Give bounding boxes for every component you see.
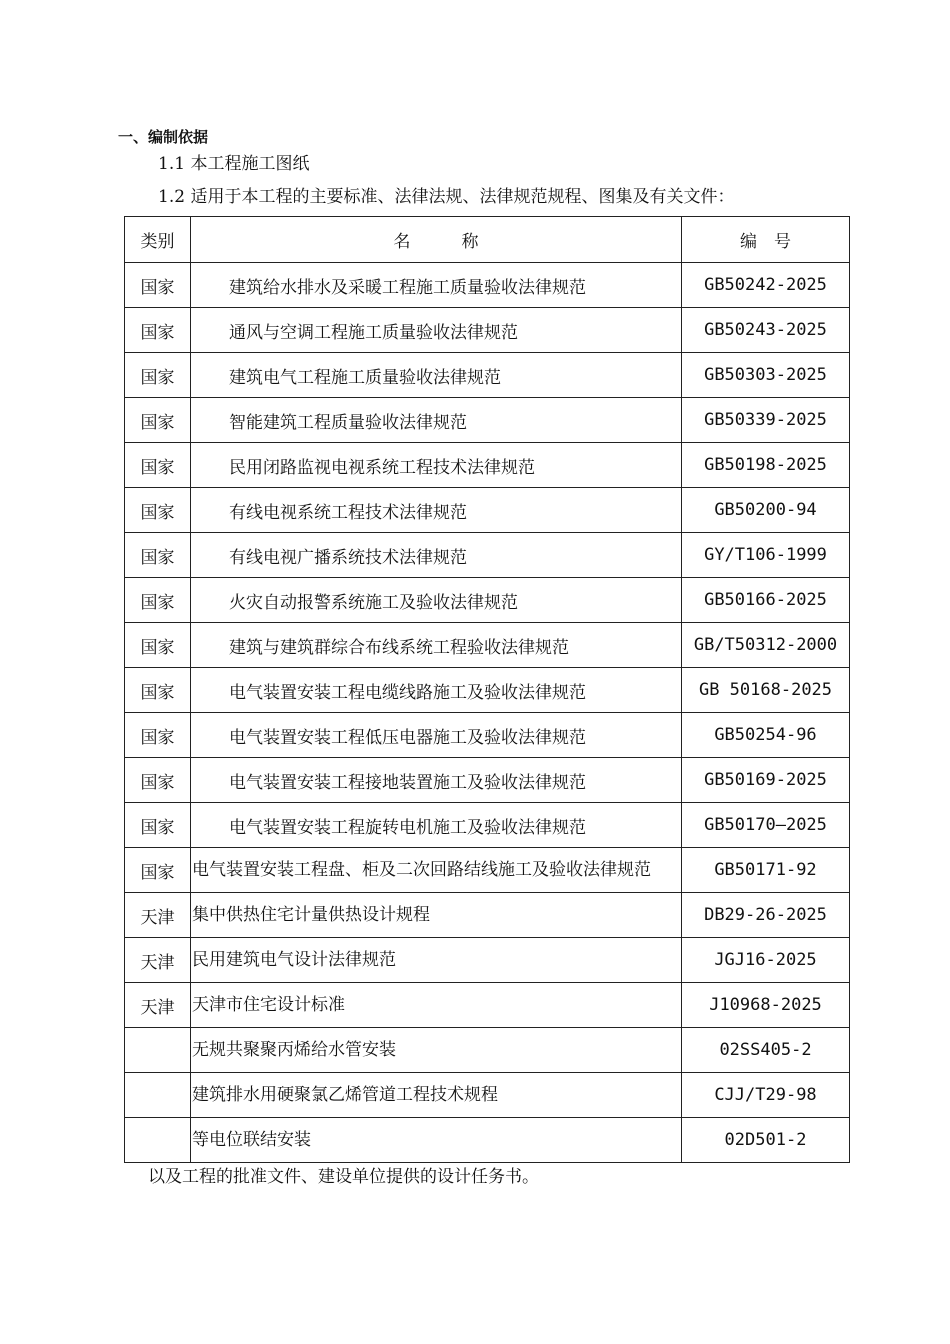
table-row: [125, 758, 850, 803]
item-1-1: 1.1 本工程施工图纸: [158, 154, 310, 174]
row-code: GB50198-2025: [682, 443, 850, 488]
row-name-cell: [191, 1073, 682, 1118]
row-code: 02D501-2: [682, 1118, 850, 1163]
row-category: 国家: [125, 353, 191, 398]
row-name-cell: [191, 668, 682, 713]
row-name-cell: [191, 803, 682, 848]
row-code: JGJ16-2025: [682, 938, 850, 983]
row-name: 等电位联结安装: [192, 1129, 311, 1150]
row-name: 建筑电气工程施工质量验收法律规范: [229, 367, 501, 388]
row-category: 国家: [125, 533, 191, 578]
table-row: [125, 893, 850, 938]
row-name: 电气装置安装工程电缆线路施工及验收法律规范: [229, 682, 586, 703]
table-row: [125, 308, 850, 353]
table-row: [125, 983, 850, 1028]
row-name: 天津市住宅设计标准: [192, 994, 345, 1015]
row-name-cell: [191, 353, 682, 398]
row-name: 建筑与建筑群综合布线系统工程验收法律规范: [229, 637, 569, 658]
header-name: 名 称: [191, 217, 682, 263]
table-row: [125, 488, 850, 533]
row-category: 国家: [125, 713, 191, 758]
row-name: 有线电视广播系统技术法律规范: [229, 547, 467, 568]
row-name-cell: [191, 263, 682, 308]
row-code: GB50254-96: [682, 713, 850, 758]
row-name: 建筑给水排水及采暖工程施工质量验收法律规范: [229, 277, 586, 298]
row-name-cell: [191, 758, 682, 803]
row-name: 民用闭路监视电视系统工程技术法律规范: [229, 457, 535, 478]
row-name-cell: [191, 1028, 682, 1073]
row-name-cell: [191, 308, 682, 353]
row-code: GB 50168-2025: [682, 668, 850, 713]
table-row: [125, 263, 850, 308]
row-name: 电气装置安装工程旋转电机施工及验收法律规范: [229, 817, 586, 838]
table-row: [125, 1073, 850, 1118]
row-category: [125, 1073, 191, 1118]
row-name: 有线电视系统工程技术法律规范: [229, 502, 467, 523]
standards-table: [124, 216, 850, 1163]
table-row: [125, 803, 850, 848]
row-name-cell: [191, 623, 682, 668]
row-name: 建筑排水用硬聚氯乙烯管道工程技术规程: [192, 1084, 498, 1105]
table-row: [125, 1028, 850, 1073]
row-name: 集中供热住宅计量供热设计规程: [192, 904, 430, 925]
row-code: GB50171-92: [682, 848, 850, 893]
row-category: 国家: [125, 758, 191, 803]
row-code: GY/T106-1999: [682, 533, 850, 578]
row-code: 02SS405-2: [682, 1028, 850, 1073]
row-code: CJJ/T29-98: [682, 1073, 850, 1118]
row-category: 国家: [125, 308, 191, 353]
row-category: 国家: [125, 443, 191, 488]
row-category: 天津: [125, 893, 191, 938]
row-code: GB50170—2025: [682, 803, 850, 848]
table-row: [125, 533, 850, 578]
table-row: [125, 713, 850, 758]
table-row: [125, 623, 850, 668]
table-row: [125, 578, 850, 623]
table-row: [125, 1118, 850, 1163]
header-category: 类别: [125, 217, 191, 263]
row-code: DB29-26-2025: [682, 893, 850, 938]
row-code: GB50303-2025: [682, 353, 850, 398]
row-category: 国家: [125, 488, 191, 533]
table-row: [125, 443, 850, 488]
row-category: 国家: [125, 263, 191, 308]
row-code: GB50166-2025: [682, 578, 850, 623]
row-name-cell: [191, 713, 682, 758]
section-heading: 一、编制依据: [118, 128, 209, 146]
row-category: 天津: [125, 983, 191, 1028]
row-name-cell: [191, 938, 682, 983]
row-code: GB50243-2025: [682, 308, 850, 353]
row-name-cell: [191, 848, 682, 893]
row-name: 电气装置安装工程接地装置施工及验收法律规范: [229, 772, 586, 793]
item-1-2: 1.2 适用于本工程的主要标准、法律法规、法律规范规程、图集及有关文件：: [158, 187, 735, 207]
row-code: GB50242-2025: [682, 263, 850, 308]
row-name: 智能建筑工程质量验收法律规范: [229, 412, 467, 433]
row-category: 国家: [125, 803, 191, 848]
row-name-cell: [191, 533, 682, 578]
row-code: GB50200-94: [682, 488, 850, 533]
table-row: [125, 668, 850, 713]
row-category: 国家: [125, 398, 191, 443]
table-header-row: [125, 217, 850, 263]
row-category: 天津: [125, 938, 191, 983]
header-code: 编 号: [682, 217, 850, 263]
table-row: [125, 398, 850, 443]
row-name: 民用建筑电气设计法律规范: [192, 949, 396, 970]
row-name: 无规共聚聚丙烯给水管安装: [192, 1039, 396, 1060]
table-row: [125, 848, 850, 893]
row-code: GB/T50312-2000: [682, 623, 850, 668]
table-row: [125, 353, 850, 398]
row-code: GB50339-2025: [682, 398, 850, 443]
row-name: 火灾自动报警系统施工及验收法律规范: [229, 592, 518, 613]
row-name-cell: [191, 983, 682, 1028]
row-name-cell: [191, 578, 682, 623]
footer-text: 以及工程的批准文件、建设单位提供的设计任务书。: [148, 1167, 539, 1187]
row-name-cell: [191, 893, 682, 938]
row-name: 电气装置安装工程盘、柜及二次回路结线施工及验收法律规范: [192, 859, 651, 880]
row-category: [125, 1028, 191, 1073]
row-category: 国家: [125, 578, 191, 623]
row-code: J10968-2025: [682, 983, 850, 1028]
row-name-cell: [191, 398, 682, 443]
row-category: [125, 1118, 191, 1163]
row-category: 国家: [125, 668, 191, 713]
row-name-cell: [191, 488, 682, 533]
table-row: [125, 938, 850, 983]
row-name: 电气装置安装工程低压电器施工及验收法律规范: [229, 727, 586, 748]
row-name-cell: [191, 1118, 682, 1163]
row-code: GB50169-2025: [682, 758, 850, 803]
row-name-cell: [191, 443, 682, 488]
row-name: 通风与空调工程施工质量验收法律规范: [229, 322, 518, 343]
row-category: 国家: [125, 848, 191, 893]
row-category: 国家: [125, 623, 191, 668]
